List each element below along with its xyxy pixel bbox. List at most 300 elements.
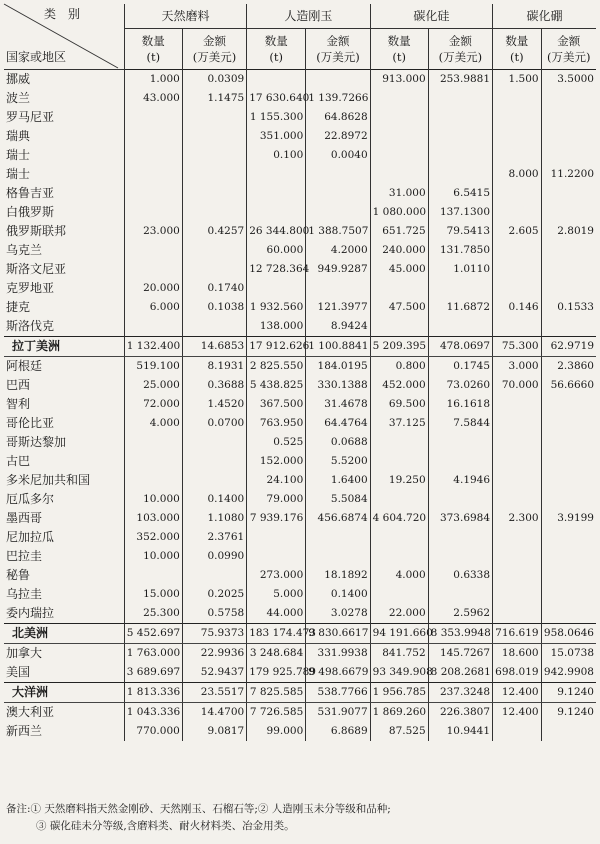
- amount-cell: 1.6400: [306, 471, 370, 490]
- amount-cell: [541, 433, 596, 452]
- qty-cell: [493, 414, 542, 433]
- qty-cell: 1 813.336: [124, 683, 182, 703]
- qty-cell: 651.725: [370, 222, 428, 241]
- qty-cell: [247, 279, 306, 298]
- qty-cell: 452.000: [370, 376, 428, 395]
- table-row: [4, 70, 596, 90]
- amount-cell: 6.5415: [428, 184, 492, 203]
- table-row: [4, 127, 596, 146]
- qty-cell: [247, 203, 306, 222]
- qty-cell: 1 043.336: [124, 703, 182, 723]
- qty-cell: 103.000: [124, 509, 182, 528]
- qty-cell: [370, 317, 428, 337]
- table-row: [4, 566, 596, 585]
- amount-cell: 64.8628: [306, 108, 370, 127]
- amount-cell: 7.5844: [428, 414, 492, 433]
- amount-cell: [428, 528, 492, 547]
- qty-cell: 1.000: [124, 70, 182, 90]
- qty-cell: [370, 165, 428, 184]
- amount-cell: 121.3977: [306, 298, 370, 317]
- row-name: 白俄罗斯: [6, 205, 55, 219]
- row-name: 厄瓜多尔: [6, 492, 55, 506]
- amount-unit: (万美元): [547, 50, 591, 64]
- qty-label: 数量: [505, 34, 529, 48]
- qty-cell: 913.000: [370, 70, 428, 90]
- amount-cell: 14.4700: [182, 703, 246, 723]
- qty-cell: 698.019: [493, 663, 542, 683]
- amount-cell: [541, 317, 596, 337]
- amount-label: 金额: [557, 34, 581, 48]
- row-name: 尼加拉瓜: [6, 530, 55, 544]
- qty-cell: [493, 317, 542, 337]
- row-name: 澳大利亚: [6, 705, 55, 719]
- amount-cell: 79.5413: [428, 222, 492, 241]
- qty-cell: [493, 127, 542, 146]
- qty-cell: [493, 260, 542, 279]
- row-name: 哥伦比亚: [6, 416, 55, 430]
- amount-cell: [428, 452, 492, 471]
- row-name: 北美洲: [4, 624, 124, 644]
- amount-cell: 73.0260: [428, 376, 492, 395]
- qty-cell: 6.000: [124, 298, 182, 317]
- amount-cell: 64.4764: [306, 414, 370, 433]
- qty-cell: 0.525: [247, 433, 306, 452]
- amount-cell: [541, 203, 596, 222]
- qty-cell: 1 869.260: [370, 703, 428, 723]
- qty-cell: 18.600: [493, 644, 542, 664]
- amount-cell: 1.4520: [182, 395, 246, 414]
- amount-cell: 131.7850: [428, 241, 492, 260]
- qty-cell: 716.619: [493, 624, 542, 644]
- qty-cell: 367.500: [247, 395, 306, 414]
- amount-cell: [428, 279, 492, 298]
- table-row: [4, 376, 596, 395]
- table-row: [4, 585, 596, 604]
- amount-header: [541, 29, 596, 70]
- qty-cell: 138.000: [247, 317, 306, 337]
- table-row: [4, 298, 596, 317]
- qty-cell: 87.525: [370, 722, 428, 741]
- amount-cell: 11.6872: [428, 298, 492, 317]
- amount-cell: 5.5200: [306, 452, 370, 471]
- qty-cell: 179 925.789: [247, 663, 306, 683]
- qty-cell: 352.000: [124, 528, 182, 547]
- table-row: [4, 509, 596, 528]
- amount-cell: 3.0278: [306, 604, 370, 624]
- qty-cell: 3 689.697: [124, 663, 182, 683]
- qty-cell: [493, 279, 542, 298]
- qty-cell: 519.100: [124, 357, 182, 377]
- row-name: 古巴: [6, 454, 31, 468]
- qty-cell: [124, 433, 182, 452]
- qty-cell: [124, 241, 182, 260]
- note-line-2: ③ 碳化硅未分等级,含磨料类、耐火材料类、冶金用类。: [36, 820, 295, 832]
- amount-cell: 0.0700: [182, 414, 246, 433]
- qty-cell: 273.000: [247, 566, 306, 585]
- amount-header: [428, 29, 492, 70]
- amount-unit: (万美元): [192, 50, 237, 64]
- qty-cell: 93 349.908: [370, 663, 428, 683]
- amount-cell: 1 139.7266: [306, 89, 370, 108]
- amount-cell: [182, 203, 246, 222]
- row-name: 瑞士: [6, 148, 31, 162]
- qty-cell: 5 209.395: [370, 337, 428, 357]
- qty-cell: 75.300: [493, 337, 542, 357]
- row-name: 委内瑞拉: [6, 606, 55, 620]
- table-row: [4, 644, 596, 664]
- qty-cell: 19.250: [370, 471, 428, 490]
- amount-cell: [541, 279, 596, 298]
- amount-cell: 2.5962: [428, 604, 492, 624]
- table-notes: [6, 801, 596, 835]
- amount-cell: 31.4678: [306, 395, 370, 414]
- amount-cell: [541, 260, 596, 279]
- amount-cell: [182, 108, 246, 127]
- group-boron-carbide: 碳化硼: [493, 4, 596, 29]
- qty-cell: 841.752: [370, 644, 428, 664]
- amount-cell: [428, 127, 492, 146]
- table-row: [4, 471, 596, 490]
- qty-cell: 26 344.800: [247, 222, 306, 241]
- region-row: [4, 683, 596, 703]
- amount-header: [306, 29, 370, 70]
- qty-header: [493, 29, 542, 70]
- amount-cell: [306, 184, 370, 203]
- qty-cell: [493, 108, 542, 127]
- table-row: [4, 414, 596, 433]
- row-name: 瑞典: [6, 129, 31, 143]
- qty-cell: [493, 585, 542, 604]
- qty-cell: 152.000: [247, 452, 306, 471]
- table-row: [4, 490, 596, 509]
- qty-cell: 99.000: [247, 722, 306, 741]
- table-row: [4, 452, 596, 471]
- amount-cell: 958.0646: [541, 624, 596, 644]
- amount-cell: 0.1400: [182, 490, 246, 509]
- qty-cell: [493, 241, 542, 260]
- qty-cell: 240.000: [370, 241, 428, 260]
- table-row: [4, 203, 596, 222]
- region-row: [4, 624, 596, 644]
- qty-cell: [247, 547, 306, 566]
- amount-cell: 18.1892: [306, 566, 370, 585]
- qty-cell: [124, 184, 182, 203]
- amount-cell: 0.0040: [306, 146, 370, 165]
- amount-cell: [428, 317, 492, 337]
- qty-cell: 94 191.660: [370, 624, 428, 644]
- qty-cell: 20.000: [124, 279, 182, 298]
- qty-cell: 1.500: [493, 70, 542, 90]
- table-row: [4, 395, 596, 414]
- amount-cell: [541, 566, 596, 585]
- amount-cell: [541, 395, 596, 414]
- import-table: [4, 4, 596, 741]
- amount-cell: 10.9441: [428, 722, 492, 741]
- amount-cell: [182, 433, 246, 452]
- amount-cell: 3.5000: [541, 70, 596, 90]
- row-name: 波兰: [6, 91, 31, 105]
- qty-cell: 8.000: [493, 165, 542, 184]
- amount-cell: 0.3688: [182, 376, 246, 395]
- qty-cell: 1 932.560: [247, 298, 306, 317]
- row-name: 乌克兰: [6, 243, 43, 257]
- amount-cell: [306, 70, 370, 90]
- qty-cell: 5 438.825: [247, 376, 306, 395]
- row-name: 新西兰: [6, 724, 43, 738]
- qty-cell: 79.000: [247, 490, 306, 509]
- amount-cell: [428, 490, 492, 509]
- qty-unit: (t): [146, 50, 161, 64]
- amount-cell: 184.0195: [306, 357, 370, 377]
- amount-cell: 478.0697: [428, 337, 492, 357]
- qty-cell: 2 825.550: [247, 357, 306, 377]
- qty-cell: [493, 146, 542, 165]
- amount-cell: [541, 547, 596, 566]
- row-name: 拉丁美洲: [4, 337, 124, 357]
- group-silicon-carbide: 碳化硅: [370, 4, 492, 29]
- amount-cell: 253.9881: [428, 70, 492, 90]
- qty-cell: [493, 471, 542, 490]
- qty-cell: 0.146: [493, 298, 542, 317]
- qty-cell: 4.000: [370, 566, 428, 585]
- qty-cell: 0.100: [247, 146, 306, 165]
- qty-cell: [370, 585, 428, 604]
- table-row: [4, 547, 596, 566]
- qty-cell: [247, 165, 306, 184]
- qty-cell: 24.100: [247, 471, 306, 490]
- qty-cell: [124, 127, 182, 146]
- amount-cell: 1 388.7507: [306, 222, 370, 241]
- qty-cell: [247, 528, 306, 547]
- qty-unit: (t): [392, 50, 406, 64]
- amount-cell: 0.1038: [182, 298, 246, 317]
- amount-cell: [182, 241, 246, 260]
- amount-cell: 5.5084: [306, 490, 370, 509]
- amount-cell: 531.9077: [306, 703, 370, 723]
- amount-cell: 8.9424: [306, 317, 370, 337]
- qty-cell: 17 912.626: [247, 337, 306, 357]
- qty-cell: [493, 490, 542, 509]
- qty-cell: [493, 604, 542, 624]
- qty-cell: [493, 722, 542, 741]
- amount-cell: [182, 165, 246, 184]
- amount-label: 金额: [326, 34, 350, 48]
- row-name: 墨西哥: [6, 511, 43, 525]
- amount-cell: 1 100.8841: [306, 337, 370, 357]
- amount-cell: 1.0110: [428, 260, 492, 279]
- amount-cell: [306, 279, 370, 298]
- amount-cell: 56.6660: [541, 376, 596, 395]
- amount-cell: 52.9437: [182, 663, 246, 683]
- qty-cell: 4 604.720: [370, 509, 428, 528]
- amount-cell: 6.8689: [306, 722, 370, 741]
- table-row: [4, 317, 596, 337]
- amount-cell: 0.5758: [182, 604, 246, 624]
- qty-cell: 47.500: [370, 298, 428, 317]
- qty-cell: 25.300: [124, 604, 182, 624]
- qty-cell: 45.000: [370, 260, 428, 279]
- amount-cell: 226.3807: [428, 703, 492, 723]
- amount-cell: 22.9936: [182, 644, 246, 664]
- amount-cell: 9 830.6617: [306, 624, 370, 644]
- header-corner: [4, 4, 124, 70]
- qty-cell: 17 630.640: [247, 89, 306, 108]
- amount-cell: 456.6874: [306, 509, 370, 528]
- qty-cell: [370, 452, 428, 471]
- qty-cell: [124, 108, 182, 127]
- amount-cell: [541, 585, 596, 604]
- amount-cell: [541, 471, 596, 490]
- amount-unit: (万美元): [438, 50, 483, 64]
- qty-cell: 5 452.697: [124, 624, 182, 644]
- amount-cell: 75.9373: [182, 624, 246, 644]
- amount-cell: [541, 528, 596, 547]
- qty-cell: 3.000: [493, 357, 542, 377]
- qty-cell: 1 155.300: [247, 108, 306, 127]
- qty-cell: [124, 146, 182, 165]
- amount-cell: 23.5517: [182, 683, 246, 703]
- qty-cell: 12.400: [493, 703, 542, 723]
- qty-cell: [370, 547, 428, 566]
- row-name: 克罗地亚: [6, 281, 55, 295]
- amount-cell: [428, 585, 492, 604]
- amount-cell: [182, 317, 246, 337]
- qty-cell: 25.000: [124, 376, 182, 395]
- qty-cell: 5.000: [247, 585, 306, 604]
- table-row: [4, 222, 596, 241]
- amount-cell: [541, 89, 596, 108]
- row-name: 瑞士: [6, 167, 31, 181]
- qty-cell: 15.000: [124, 585, 182, 604]
- amount-cell: [306, 547, 370, 566]
- amount-cell: 0.0309: [182, 70, 246, 90]
- row-name: 哥斯达黎加: [6, 435, 67, 449]
- table-row: [4, 703, 596, 723]
- qty-cell: 183 174.473: [247, 624, 306, 644]
- qty-cell: [493, 547, 542, 566]
- row-name: 智利: [6, 397, 31, 411]
- amount-cell: 0.2025: [182, 585, 246, 604]
- qty-cell: [370, 127, 428, 146]
- row-name: 斯洛文尼亚: [6, 262, 67, 276]
- qty-unit: (t): [510, 50, 524, 64]
- qty-cell: 3 248.684: [247, 644, 306, 664]
- table-row: [4, 528, 596, 547]
- amount-cell: [541, 722, 596, 741]
- amount-cell: [182, 260, 246, 279]
- amount-cell: 2.3761: [182, 528, 246, 547]
- amount-cell: 11.2200: [541, 165, 596, 184]
- table-row: [4, 604, 596, 624]
- table-row: [4, 260, 596, 279]
- qty-cell: 44.000: [247, 604, 306, 624]
- qty-cell: [124, 566, 182, 585]
- table-body: [4, 70, 596, 742]
- qty-header: [370, 29, 428, 70]
- row-name: 斯洛伐克: [6, 319, 55, 333]
- amount-cell: 8 208.2681: [428, 663, 492, 683]
- amount-cell: 237.3248: [428, 683, 492, 703]
- amount-cell: 373.6984: [428, 509, 492, 528]
- table-row: [4, 357, 596, 377]
- row-name: 俄罗斯联邦: [6, 224, 67, 238]
- qty-label: 数量: [387, 34, 411, 48]
- amount-cell: [182, 184, 246, 203]
- amount-cell: 22.8972: [306, 127, 370, 146]
- qty-cell: 72.000: [124, 395, 182, 414]
- amount-cell: [428, 89, 492, 108]
- qty-cell: 10.000: [124, 490, 182, 509]
- table-row: [4, 722, 596, 741]
- qty-cell: 7 726.585: [247, 703, 306, 723]
- row-name: 秘鲁: [6, 568, 31, 582]
- table-row: [4, 146, 596, 165]
- qty-label: 数量: [141, 34, 165, 48]
- amount-cell: [428, 433, 492, 452]
- amount-cell: [182, 452, 246, 471]
- amount-cell: [428, 108, 492, 127]
- qty-cell: 770.000: [124, 722, 182, 741]
- row-name: 大洋洲: [4, 683, 124, 703]
- qty-unit: (t): [269, 50, 284, 64]
- amount-cell: 62.9719: [541, 337, 596, 357]
- amount-cell: 949.9287: [306, 260, 370, 279]
- qty-cell: 2.300: [493, 509, 542, 528]
- row-name: 阿根廷: [6, 359, 43, 373]
- qty-cell: 23.000: [124, 222, 182, 241]
- row-name: 多米尼加共和国: [6, 473, 91, 487]
- qty-cell: [124, 203, 182, 222]
- qty-cell: [124, 471, 182, 490]
- row-name: 格鲁吉亚: [6, 186, 55, 200]
- amount-cell: 0.6338: [428, 566, 492, 585]
- amount-cell: 4.2000: [306, 241, 370, 260]
- qty-cell: 43.000: [124, 89, 182, 108]
- qty-cell: [370, 146, 428, 165]
- table-header: [4, 4, 596, 70]
- amount-cell: 0.1740: [182, 279, 246, 298]
- qty-cell: [493, 528, 542, 547]
- amount-cell: [182, 566, 246, 585]
- qty-cell: 0.800: [370, 357, 428, 377]
- row-name: 乌拉圭: [6, 587, 43, 601]
- qty-cell: 31.000: [370, 184, 428, 203]
- qty-cell: 7 939.176: [247, 509, 306, 528]
- amount-cell: [541, 604, 596, 624]
- qty-cell: 351.000: [247, 127, 306, 146]
- amount-cell: [182, 471, 246, 490]
- amount-cell: 1.1080: [182, 509, 246, 528]
- category-label: 类 别: [44, 7, 81, 21]
- region-row: [4, 337, 596, 357]
- qty-cell: 12.400: [493, 683, 542, 703]
- region-label: 国家或地区: [6, 50, 67, 64]
- amount-cell: [428, 547, 492, 566]
- amount-cell: [182, 146, 246, 165]
- amount-cell: [182, 127, 246, 146]
- qty-cell: [493, 452, 542, 471]
- amount-cell: [306, 203, 370, 222]
- qty-cell: [124, 260, 182, 279]
- amount-cell: [428, 165, 492, 184]
- qty-cell: [493, 566, 542, 585]
- amount-cell: 9 498.6679: [306, 663, 370, 683]
- row-name: 挪威: [6, 72, 31, 86]
- table-row: [4, 89, 596, 108]
- row-name: 美国: [6, 665, 31, 679]
- qty-cell: [370, 433, 428, 452]
- qty-cell: 22.000: [370, 604, 428, 624]
